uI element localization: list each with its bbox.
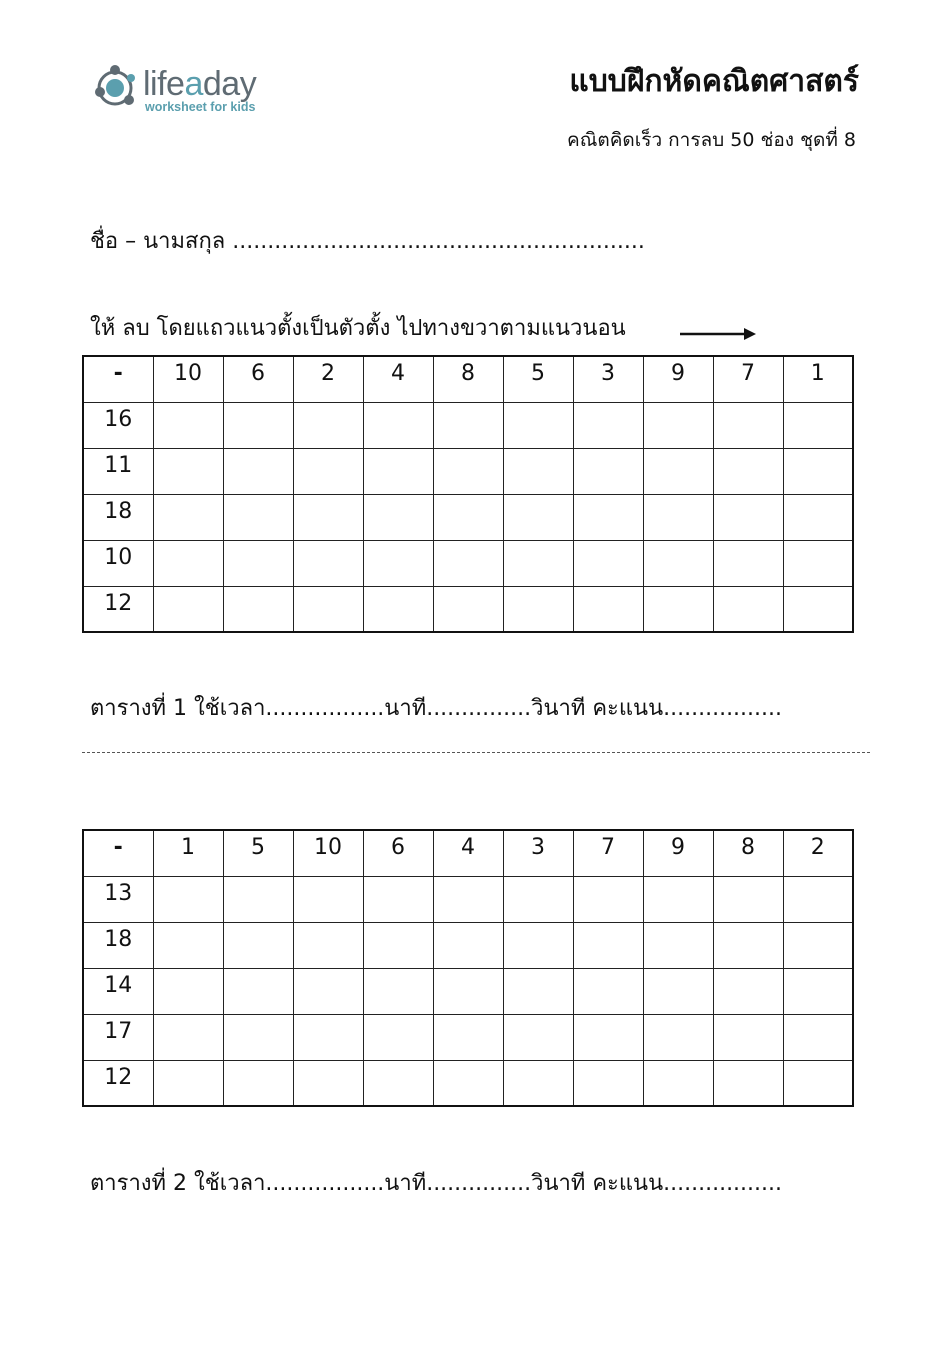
answer-cell[interactable] bbox=[153, 1060, 223, 1106]
table-2-result-line: ตารางที่ 2 ใช้เวลา.................นาที...............วินาที คะแนน................. bbox=[90, 1171, 783, 1196]
minuend-cell: 16 bbox=[83, 402, 153, 448]
table-row bbox=[83, 1060, 853, 1106]
subtrahend-header-cell: 10 bbox=[293, 830, 363, 876]
answer-cell[interactable] bbox=[783, 540, 853, 586]
answer-cell[interactable] bbox=[713, 1014, 783, 1060]
answer-cell[interactable] bbox=[153, 968, 223, 1014]
answer-cell[interactable] bbox=[153, 876, 223, 922]
subtrahend-header-cell: 2 bbox=[293, 356, 363, 402]
answer-cell[interactable] bbox=[643, 494, 713, 540]
answer-cell[interactable] bbox=[573, 968, 643, 1014]
minuend-cell: 18 bbox=[83, 922, 153, 968]
answer-cell[interactable] bbox=[293, 402, 363, 448]
subtrahend-header-cell: 5 bbox=[223, 830, 293, 876]
answer-cell[interactable] bbox=[293, 1060, 363, 1106]
minuend-cell: 12 bbox=[83, 586, 153, 632]
answer-cell[interactable] bbox=[223, 1060, 293, 1106]
answer-cell[interactable] bbox=[713, 494, 783, 540]
answer-cell[interactable] bbox=[153, 402, 223, 448]
answer-cell[interactable] bbox=[363, 494, 433, 540]
answer-cell[interactable] bbox=[433, 494, 503, 540]
answer-cell[interactable] bbox=[293, 540, 363, 586]
logo-molecule-icon bbox=[93, 62, 141, 114]
answer-cell[interactable] bbox=[223, 402, 293, 448]
answer-cell[interactable] bbox=[223, 448, 293, 494]
answer-cell[interactable] bbox=[503, 922, 573, 968]
minuend-cell: 18 bbox=[83, 494, 153, 540]
answer-cell[interactable] bbox=[713, 922, 783, 968]
table-row bbox=[83, 494, 853, 540]
answer-cell[interactable] bbox=[783, 586, 853, 632]
subtrahend-header-cell: 10 bbox=[153, 356, 223, 402]
logo-tagline: worksheet for kids bbox=[145, 100, 256, 114]
subtrahend-header-cell: 4 bbox=[433, 830, 503, 876]
subtrahend-header-cell: 8 bbox=[433, 356, 503, 402]
dashed-separator bbox=[82, 752, 870, 753]
subtrahend-header-cell: 9 bbox=[643, 830, 713, 876]
answer-cell[interactable] bbox=[503, 1014, 573, 1060]
answer-cell[interactable] bbox=[783, 922, 853, 968]
answer-cell[interactable] bbox=[363, 586, 433, 632]
answer-cell[interactable] bbox=[363, 922, 433, 968]
answer-cell[interactable] bbox=[433, 586, 503, 632]
answer-cell[interactable] bbox=[223, 922, 293, 968]
name-field-line[interactable]: ชื่อ – นามสกุล ........................................................... bbox=[90, 229, 645, 254]
answer-cell[interactable] bbox=[503, 586, 573, 632]
table-row bbox=[83, 448, 853, 494]
table-row bbox=[83, 922, 853, 968]
answer-cell[interactable] bbox=[293, 586, 363, 632]
answer-cell[interactable] bbox=[713, 402, 783, 448]
subtrahend-header-cell: 7 bbox=[713, 356, 783, 402]
subtrahend-header-cell: 2 bbox=[783, 830, 853, 876]
answer-cell[interactable] bbox=[223, 540, 293, 586]
answer-cell[interactable] bbox=[643, 402, 713, 448]
answer-cell[interactable] bbox=[433, 968, 503, 1014]
answer-cell[interactable] bbox=[573, 1060, 643, 1106]
minuend-cell: 12 bbox=[83, 1060, 153, 1106]
answer-cell[interactable] bbox=[363, 448, 433, 494]
table-1-result-line: ตารางที่ 1 ใช้เวลา.................นาที...............วินาที คะแนน................. bbox=[90, 696, 783, 721]
answer-cell[interactable] bbox=[153, 586, 223, 632]
subtraction-table-2 bbox=[82, 829, 854, 1107]
minuend-cell: 13 bbox=[83, 876, 153, 922]
answer-cell[interactable] bbox=[433, 922, 503, 968]
answer-cell[interactable] bbox=[783, 494, 853, 540]
minuend-cell: 14 bbox=[83, 968, 153, 1014]
subtrahend-header-cell: 4 bbox=[363, 356, 433, 402]
answer-cell[interactable] bbox=[153, 494, 223, 540]
answer-cell[interactable] bbox=[503, 494, 573, 540]
answer-cell[interactable] bbox=[573, 922, 643, 968]
subtrahend-header-cell: 8 bbox=[713, 830, 783, 876]
subtraction-table-1 bbox=[82, 355, 854, 633]
header-row bbox=[83, 356, 853, 402]
subtrahend-header-cell: 6 bbox=[223, 356, 293, 402]
answer-cell[interactable] bbox=[573, 876, 643, 922]
answer-cell[interactable] bbox=[573, 448, 643, 494]
answer-cell[interactable] bbox=[363, 968, 433, 1014]
subtrahend-header-cell: 1 bbox=[783, 356, 853, 402]
answer-cell[interactable] bbox=[643, 540, 713, 586]
lifeaday-logo bbox=[93, 60, 293, 120]
answer-cell[interactable] bbox=[293, 922, 363, 968]
answer-cell[interactable] bbox=[363, 876, 433, 922]
subtrahend-header-cell: 5 bbox=[503, 356, 573, 402]
table-row bbox=[83, 1014, 853, 1060]
subtrahend-header-cell: 3 bbox=[573, 356, 643, 402]
answer-cell[interactable] bbox=[643, 448, 713, 494]
answer-cell[interactable] bbox=[643, 968, 713, 1014]
answer-cell[interactable] bbox=[223, 586, 293, 632]
answer-cell[interactable] bbox=[433, 448, 503, 494]
answer-cell[interactable] bbox=[783, 876, 853, 922]
subtrahend-header-cell: 9 bbox=[643, 356, 713, 402]
answer-cell[interactable] bbox=[223, 494, 293, 540]
answer-cell[interactable] bbox=[783, 1060, 853, 1106]
operator-cell: - bbox=[83, 356, 153, 402]
arrow-right-icon bbox=[680, 326, 760, 342]
answer-cell[interactable] bbox=[293, 968, 363, 1014]
answer-cell[interactable] bbox=[223, 1014, 293, 1060]
answer-cell[interactable] bbox=[643, 922, 713, 968]
answer-cell[interactable] bbox=[643, 876, 713, 922]
subtrahend-header-cell: 1 bbox=[153, 830, 223, 876]
answer-cell[interactable] bbox=[713, 448, 783, 494]
answer-cell[interactable] bbox=[223, 876, 293, 922]
answer-cell[interactable] bbox=[503, 448, 573, 494]
page-subtitle: คณิตคิดเร็ว การลบ 50 ช่อง ชุดที่ 8 bbox=[567, 129, 856, 151]
answer-cell[interactable] bbox=[433, 1060, 503, 1106]
answer-cell[interactable] bbox=[713, 968, 783, 1014]
subtrahend-header-cell: 7 bbox=[573, 830, 643, 876]
answer-cell[interactable] bbox=[433, 876, 503, 922]
answer-cell[interactable] bbox=[363, 540, 433, 586]
minuend-cell: 17 bbox=[83, 1014, 153, 1060]
answer-cell[interactable] bbox=[713, 586, 783, 632]
answer-cell[interactable] bbox=[503, 968, 573, 1014]
answer-cell[interactable] bbox=[363, 1060, 433, 1106]
answer-cell[interactable] bbox=[363, 1014, 433, 1060]
table-row bbox=[83, 968, 853, 1014]
answer-cell[interactable] bbox=[153, 540, 223, 586]
answer-cell[interactable] bbox=[573, 1014, 643, 1060]
answer-cell[interactable] bbox=[153, 922, 223, 968]
operator-cell: - bbox=[83, 830, 153, 876]
answer-cell[interactable] bbox=[713, 1060, 783, 1106]
minuend-cell: 10 bbox=[83, 540, 153, 586]
answer-cell[interactable] bbox=[293, 876, 363, 922]
answer-cell[interactable] bbox=[783, 402, 853, 448]
answer-cell[interactable] bbox=[503, 540, 573, 586]
answer-cell[interactable] bbox=[573, 494, 643, 540]
logo-wordmark: lifeaday bbox=[143, 65, 257, 103]
answer-cell[interactable] bbox=[223, 968, 293, 1014]
answer-cell[interactable] bbox=[433, 402, 503, 448]
answer-cell[interactable] bbox=[153, 1014, 223, 1060]
answer-cell[interactable] bbox=[783, 968, 853, 1014]
answer-cell[interactable] bbox=[503, 1060, 573, 1106]
answer-cell[interactable] bbox=[363, 402, 433, 448]
minuend-cell: 11 bbox=[83, 448, 153, 494]
answer-cell[interactable] bbox=[503, 402, 573, 448]
answer-cell[interactable] bbox=[573, 540, 643, 586]
answer-cell[interactable] bbox=[643, 1014, 713, 1060]
answer-cell[interactable] bbox=[573, 402, 643, 448]
header-row bbox=[83, 830, 853, 876]
answer-cell[interactable] bbox=[643, 1060, 713, 1106]
instruction-text: ให้ ลบ โดยแถวแนวตั้งเป็นตัวตั้ง ไปทางขวาตามแนวนอน bbox=[90, 316, 626, 341]
subtrahend-header-cell: 3 bbox=[503, 830, 573, 876]
answer-cell[interactable] bbox=[783, 1014, 853, 1060]
subtrahend-header-cell: 6 bbox=[363, 830, 433, 876]
answer-cell[interactable] bbox=[293, 494, 363, 540]
answer-cell[interactable] bbox=[713, 876, 783, 922]
table-row bbox=[83, 540, 853, 586]
answer-cell[interactable] bbox=[293, 448, 363, 494]
page-title: แบบฝึกหัดคณิตศาสตร์ bbox=[569, 64, 859, 99]
table-row bbox=[83, 586, 853, 632]
answer-cell[interactable] bbox=[713, 540, 783, 586]
answer-cell[interactable] bbox=[153, 448, 223, 494]
answer-cell[interactable] bbox=[433, 1014, 503, 1060]
answer-cell[interactable] bbox=[643, 586, 713, 632]
answer-cell[interactable] bbox=[503, 876, 573, 922]
answer-cell[interactable] bbox=[783, 448, 853, 494]
table-row bbox=[83, 876, 853, 922]
answer-cell[interactable] bbox=[573, 586, 643, 632]
table-row bbox=[83, 402, 853, 448]
answer-cell[interactable] bbox=[293, 1014, 363, 1060]
answer-cell[interactable] bbox=[433, 540, 503, 586]
